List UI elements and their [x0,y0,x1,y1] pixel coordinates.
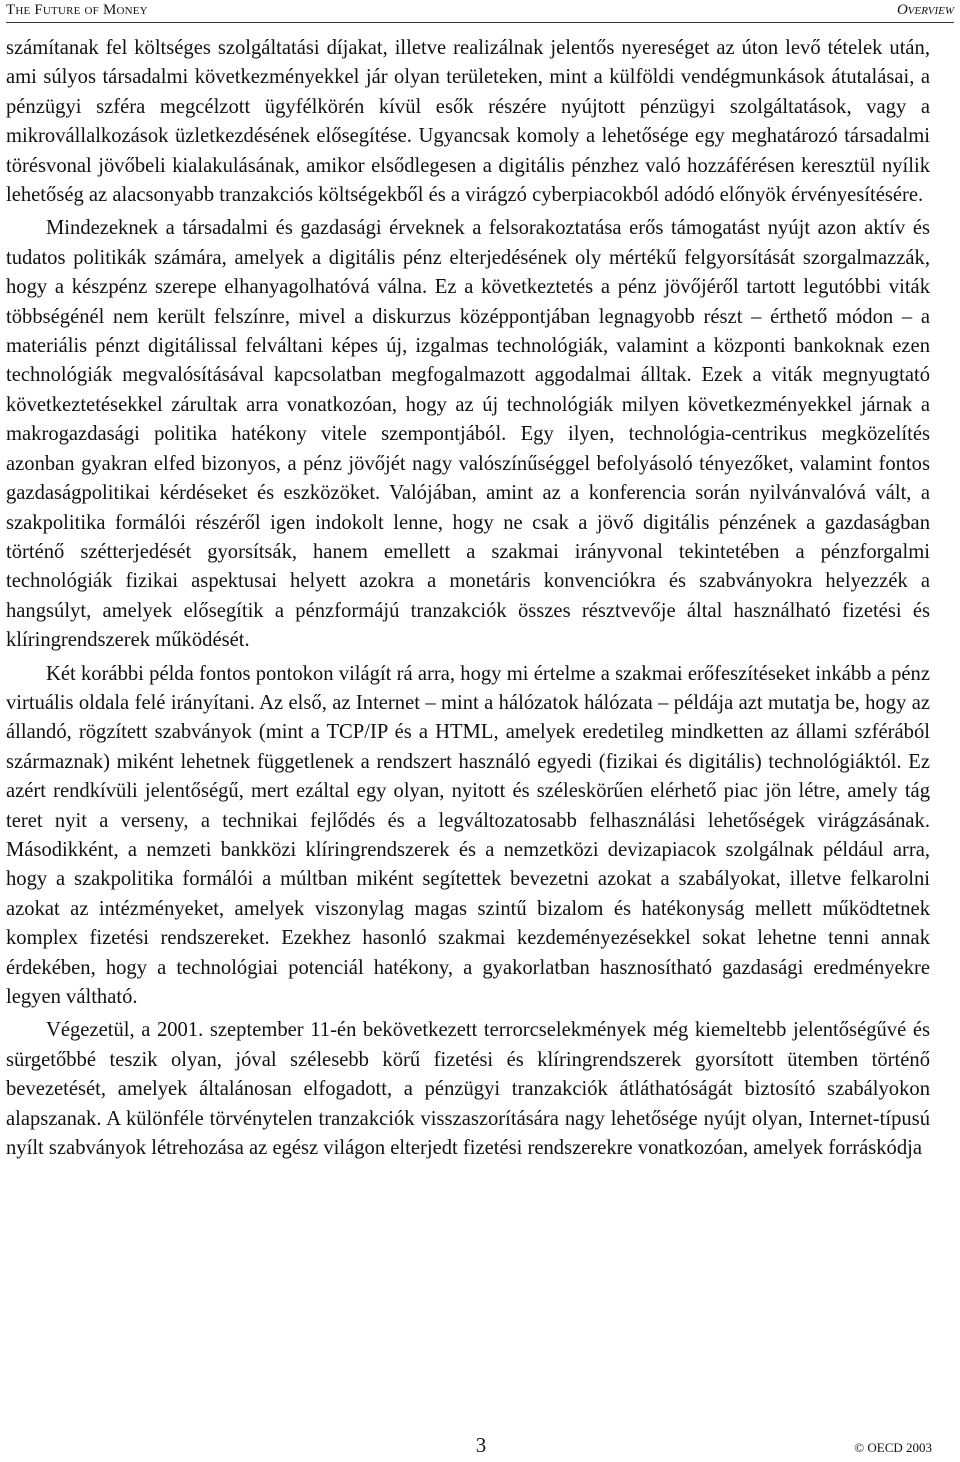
page-number: 3 [475,1433,487,1457]
header-title: The Future of Money [6,2,148,18]
paragraph: Végezetül, a 2001. szeptember 11-én bekövetkezett terrorcselekmények még kiemeltebb jelentőségűvé és sürgetőbbé teszik olyan, jóval szélesebb körű fizetési és klíringrendszerek gyorsított ütemben történő bevezetését, amelyek általánosan elfogadott, a pénzügyi tranzakciók átláthatóságát biztosító szabályokon alapszanak. A különféle törvénytelen tranzakciók visszaszorítására nagy lehetősége nyújt olyan, Internet-típusú nyílt szabványok létrehozása az egész világon elterjedt fizetési rendszerekre vonatkozóan, amelyek forráskódja [6,1019,930,1160]
paragraph: Mindezeknek a társadalmi és gazdasági érveknek a felsorakoztatása erős támogatást nyújt azon aktív és tudatos politikák számára, amelyek a digitális pénz elterjedésének oly mértékű felgyorsítását szorgalmazzák, hogy a készpénz szerepe elhanyagolhatóvá válna. Ez a következtetés a pénz jövőjéről tartott legutóbbi viták többségénél nem került felszínre, mivel a diskurzus középpontjában legnagyobb részt – érthető módon – a materiális pénzt digitálissal felváltani képes új, izgalmas technológiák, valamint a központi bankoknak ezen technológiák megvalósításával kapcsolatban megfogalmazott aggodalmai álltak. Ezek a viták megnyugtató következtetésekkel zárultak arra vonatkozóan, hogy az új technológiák milyen következményekkel járnak a makrogazdasági politika hatékony vitele szempontjából. Egy ilyen, technológia-centrikus megközelítés azonban gyakran elfed bizonyos, a pénz jövőjét nagy valószínűséggel befolyásoló tényezőket, valamint fontos gazdaságpolitikai kérdéseket és eszközöket. Valójában, amint az a konferencia során nyilvánvalóvá vált, a szakpolitika formálói részéről igen indokolt lenne, hogy ne csak a jövő digitális pénzének a gazdaságban történő szétterjedését gyorsítsák, hanem emellett a szakmai irányvonal tekintetében a pénzforgalmi technológiák fizikai aspektusai helyett azokra a monetáris konvenciókra és szabványokra helyezzék a hangsúlyt, amelyek elősegítik a pénzformájú tranzakciók összes résztvevője által használható fizetési és klíringrendszerek működését. [6,217,930,652]
copyright-notice: © OECD 2003 [854,1440,932,1455]
paragraph: Két korábbi példa fontos pontokon világít rá arra, hogy mi értelme a szakmai erőfeszítéseket inkább a pénz virtuális oldala felé irányítani. Az első, az Internet – mint a hálózatok hálózata – példája azt mutatja be, hogy az állandó, rögzített szabványok (mint a TCP/IP és a HTML, amelyek eredetileg mindketten az állami szférából származnak) miként lehetnek függetlenek a rendszert használó egyedi (fizikai és digitális) technológiáktól. Ez azért rendkívüli jelentőségű, mert ezáltal egy olyan, nyitott és széleskörűen elérhető piac jön létre, amely tág teret nyit a verseny, a technikai fejlődés és a legváltozatosabb felhasználási lehetőségek virágzásának. Másodikként, a nemzeti bankközi klíringrendszerek és a nemzetközi devizapiacok szolgálnak például arra, hogy a szakpolitika formálói a múltban miként segítettek bevezetni azokat a szabályokat, illetve felkarolni azokat az intézményeket, amelyek viszonylag magas szintű bizalom és hatékonyság mellett működtetnek komplex fizetési rendszereket. Ezekhez hasonló szakmai kezdeményezésekkel sokat lehetne tenni annak érdekében, hogy a technológiai potenciál hatékony, a gyakorlatban hasznosítható gazdasági eredményekre legyen váltható. [6,662,930,1008]
body-text [6,34,930,1163]
running-header [6,0,954,23]
header-section: Overview [896,2,954,18]
paragraph-continued: számítanak fel költséges szolgáltatási díjakat, illetve realizálnak jelentős nyereséget az úton levő tételek után, ami súlyos társadalmi következményekkel jár olyan területeken, mint a külföldi vendégmunkások átutalásai, a pénzügyi szféra megcélzott ügyfélkörén kívül esők részére nyújtott pénzügyi szolgáltatások, vagy a mikrovállalkozások üzletkezdésének elősegítése. Ugyancsak komoly a lehetősége egy meghatározó társadalmi törésvonal jövőbeli kialakulásának, amikor elsődlegesen a digitális pénzhez való hozzáférésen keresztül nyílik lehetőség az alacsonyabb tranzakciós költségekből és a virágzó cyberpiacokból adódó előnyök érvényesítésére. [6,37,930,207]
